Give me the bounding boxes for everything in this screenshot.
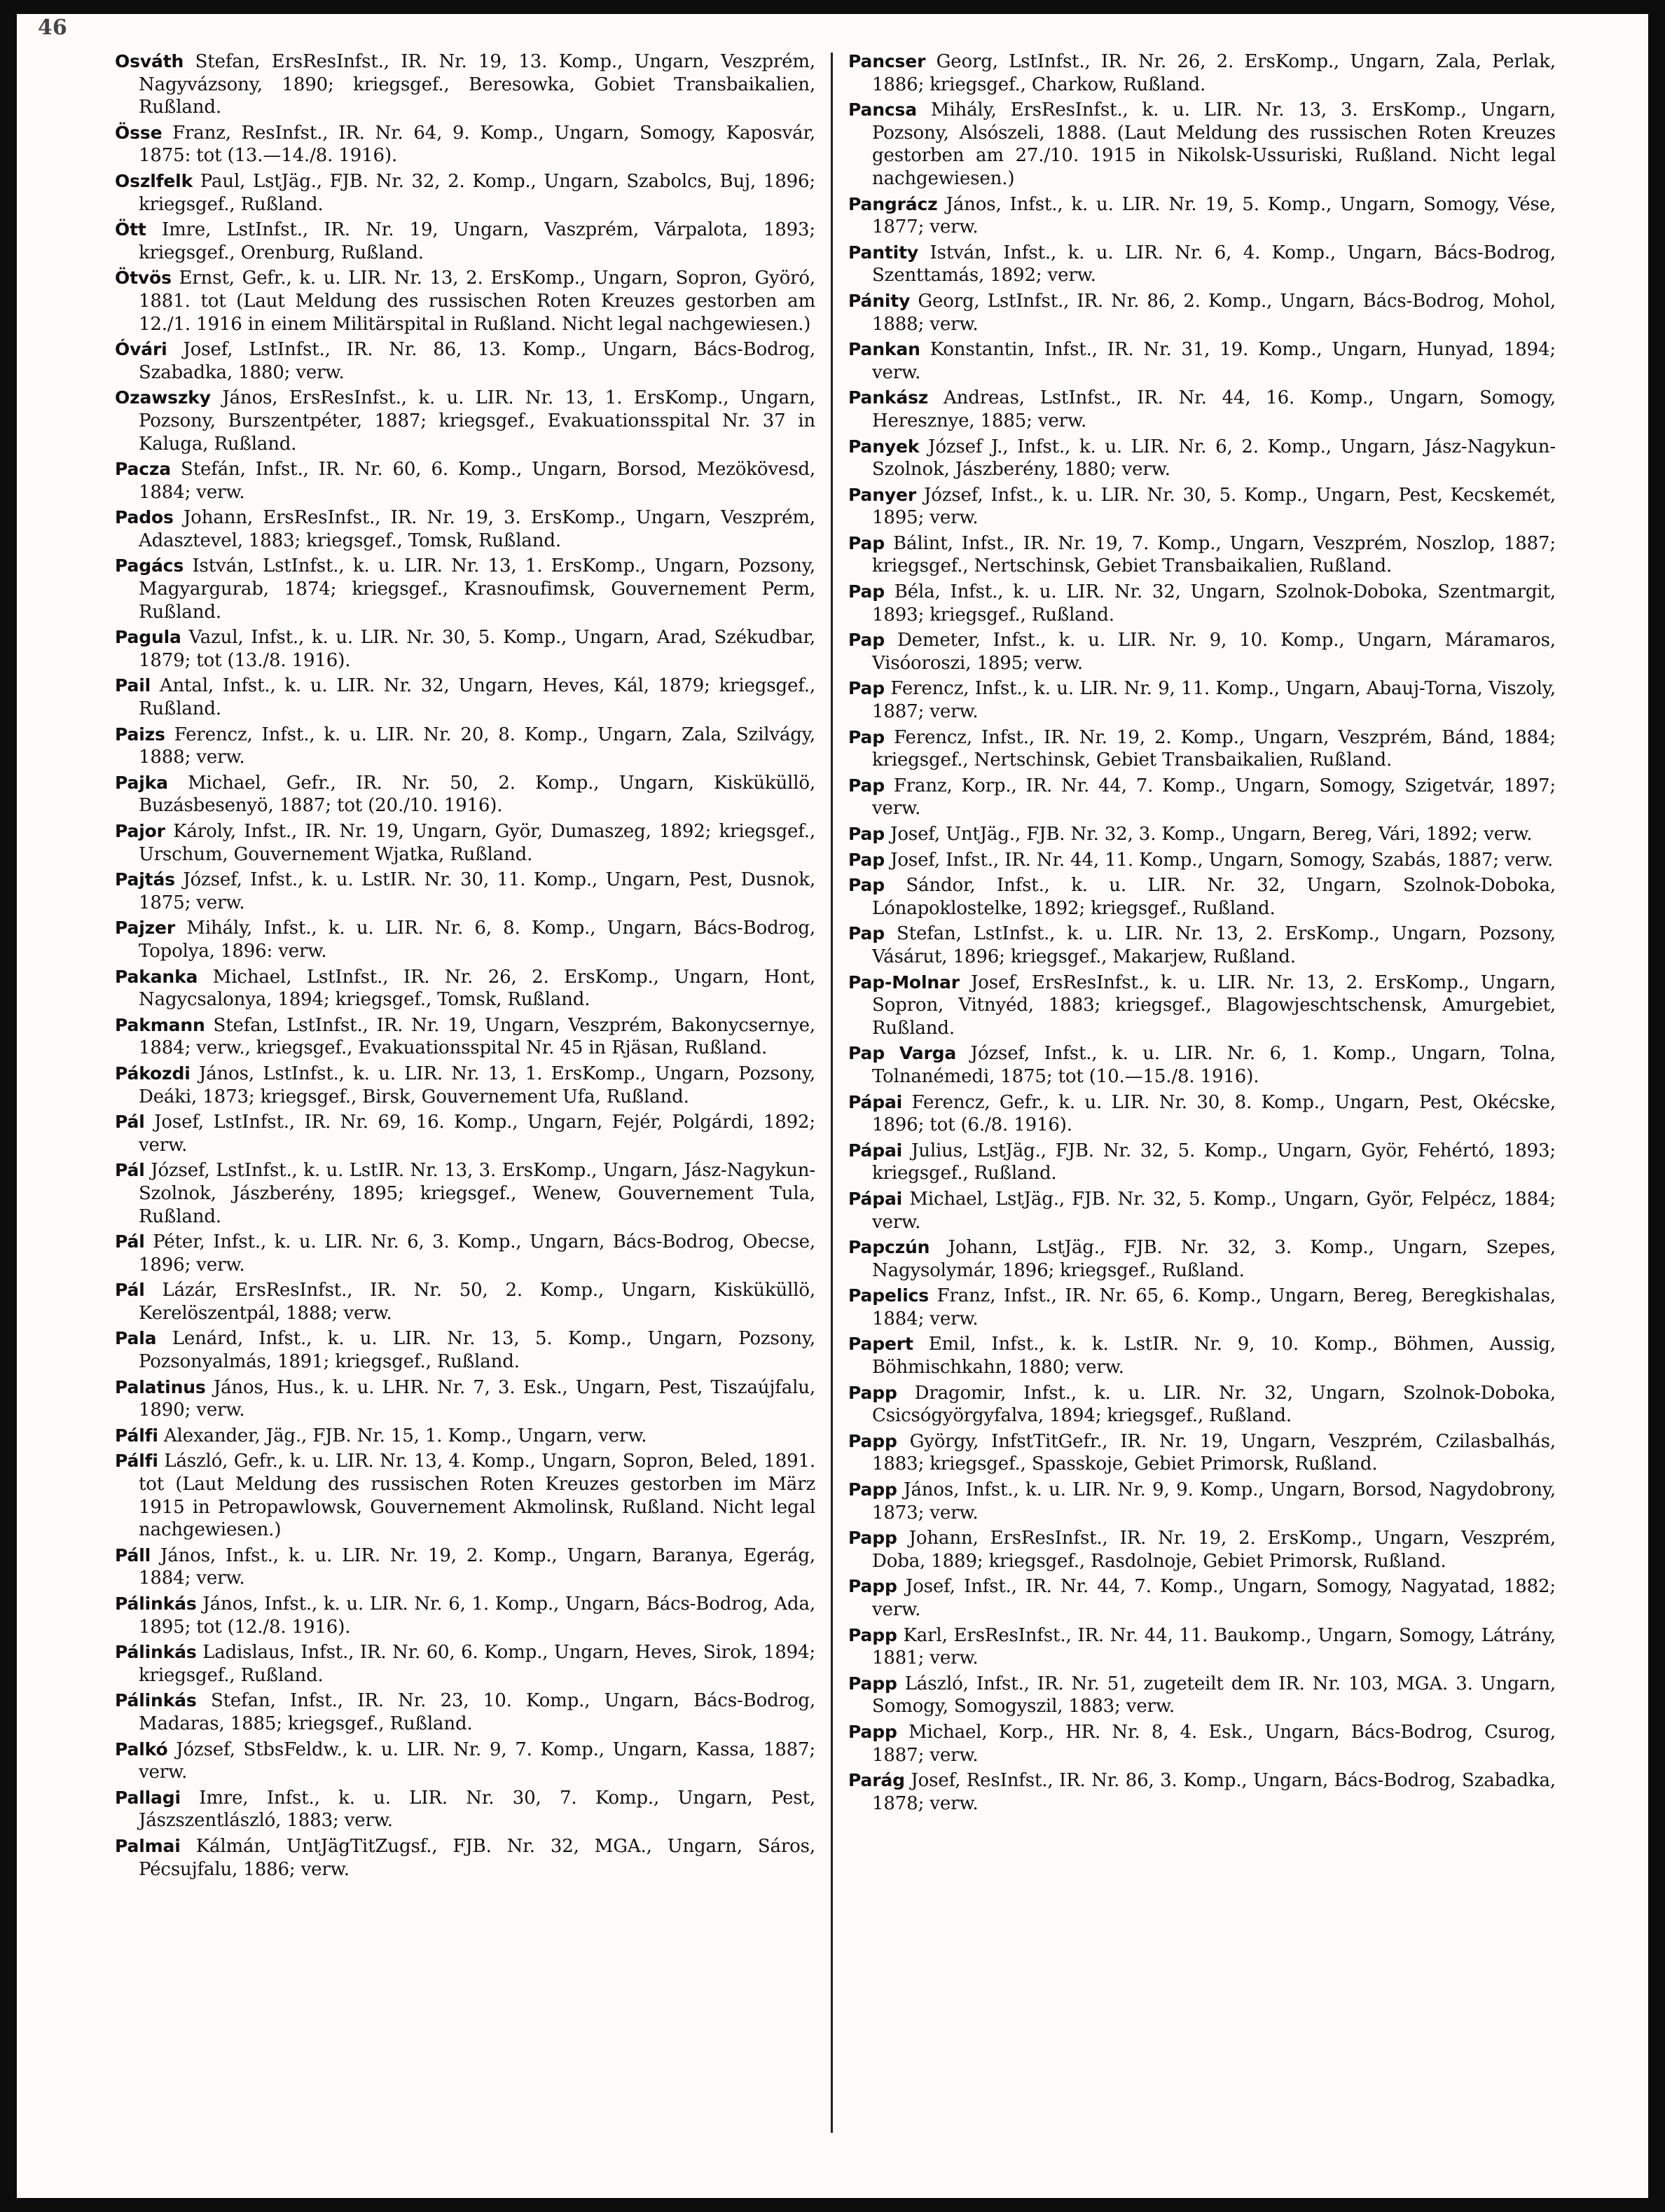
entry-details: Josef, Infst., IR. Nr. 44, 7. Komp., Ungarn, Somogy, Nagyatad, 1882; verw. [872, 1576, 1556, 1620]
entry-surname: Pantity [848, 242, 919, 263]
entry-details: Ferencz, Gefr., k. u. LIR. Nr. 30, 8. Komp., Ungarn, Pest, Okécske, 1896; tot (6./8. 1916). [872, 1091, 1556, 1136]
entry [848, 290, 1556, 336]
entry-surname: Ött [115, 219, 146, 240]
entry-details: János, LstInfst., k. u. LIR. Nr. 13, 1. ErsKomp., Ungarn, Pozsony, Deáki, 1873; kriegsgef., Birsk, Gouvernement Ufa, Rußland. [139, 1063, 815, 1107]
entry-details: Ferencz, Infst., k. u. LIR. Nr. 20, 8. Komp., Ungarn, Zala, Szilvágy, 1888; verw. [139, 724, 815, 768]
entry [115, 1279, 815, 1325]
entry-details: Georg, LstInfst., IR. Nr. 86, 2. Komp., Ungarn, Bács-Bodrog, Mohol, 1888; verw. [872, 290, 1556, 335]
entry-surname: Papp [848, 1673, 897, 1694]
entry [848, 193, 1556, 239]
entry-details: Josef, ErsResInfst., k. u. LIR. Nr. 13, 2. ErsKomp., Ungarn, Sopron, Vitnyéd, 1883; kriegsgef., Blagowjeschtschensk, Amurgebiet, Rußland. [872, 972, 1556, 1039]
entry-details: Michael, Gefr., IR. Nr. 50, 2. Komp., Ungarn, Kisküküllö, Buzásbesenyö, 1887; tot (20./10. 1916). [139, 772, 816, 817]
entry [115, 50, 815, 119]
entry-surname: Pál [115, 1112, 145, 1133]
entry-surname: Pados [115, 507, 174, 528]
entry-surname: Pap Varga [848, 1043, 957, 1064]
entry [848, 50, 1556, 96]
entry-details: István, Infst., k. u. LIR. Nr. 6, 4. Komp., Ungarn, Bács-Bodrog, Szenttamás, 1892; verw. [872, 242, 1556, 286]
entry [848, 775, 1556, 820]
entry [115, 1450, 815, 1541]
entry [848, 1430, 1556, 1476]
entry [848, 922, 1556, 968]
entry [115, 1835, 815, 1881]
entry [115, 1231, 815, 1276]
entry-details: Josef, ResInfst., IR. Nr. 86, 3. Komp., Ungarn, Bács-Bodrog, Szabadka, 1878; verw. [872, 1770, 1556, 1814]
entry-details: Mihály, Infst., k. u. LIR. Nr. 6, 8. Komp., Ungarn, Bács-Bodrog, Topolya, 1896: verw. [139, 918, 815, 962]
entry-details: Franz, Infst., IR. Nr. 65, 6. Komp., Ungarn, Bereg, Beregkishalas, 1884; verw. [872, 1285, 1556, 1329]
entry-surname: Pajzer [115, 918, 176, 939]
entry-surname: Pajtás [115, 869, 175, 890]
entry [115, 338, 815, 384]
entry-surname: Pap [848, 630, 885, 651]
entry [115, 1063, 815, 1108]
entry-details: Demeter, Infst., k. u. LIR. Nr. 9, 10. Komp., Ungarn, Máramaros, Visóoroszi, 1895; verw. [872, 630, 1556, 674]
entry [115, 506, 815, 552]
entry-details: Vazul, Infst., k. u. LIR. Nr. 30, 5. Komp., Ungarn, Arad, Székudbar, 1879; tot (13./8. 1916). [139, 627, 815, 671]
entry-details: József J., Infst., k. u. LIR. Nr. 6, 2. Komp., Ungarn, Jász-Nagykun-Szolnok, Jászberény, 1880; verw. [872, 436, 1556, 481]
entry-details: László, Gefr., k. u. LIR. Nr. 13, 4. Komp., Ungarn, Sopron, Beled, 1891. tot (Laut Meldung des russischen Roten Kreuzes gestorben im März 1915 in Petropawlowsk, Gouvernement Akmolinsk, Rußland. Nicht legal nachgewiesen.) [139, 1451, 815, 1541]
entry-details: Antal, Infst., k. u. LIR. Nr. 32, Ungarn, Heves, Kál, 1879; kriegsgef., Rußland. [139, 675, 815, 720]
entry-details: Johann, ErsResInfst., IR. Nr. 19, 2. ErsKomp., Ungarn, Veszprém, Doba, 1889; kriegsgef., Rasdolnoje, Gebiet Primorsk, Rußland. [872, 1528, 1556, 1572]
entry [848, 436, 1556, 481]
entry-surname: Pancser [848, 51, 926, 71]
entry-details: József, LstInfst., k. u. LstIR. Nr. 13, 3. ErsKomp., Ungarn, Jász-Nagykun-Szolnok, Jászberény, 1895; kriegsgef., Wenew, Gouvernement Tula, Rußland. [139, 1160, 815, 1227]
entry [115, 917, 815, 962]
entry-details: János, Infst., k. u. LIR. Nr. 19, 5. Komp., Ungarn, Somogy, Vése, 1877; verw. [872, 193, 1556, 238]
entry [848, 1333, 1556, 1378]
entry-details: Béla, Infst., k. u. LIR. Nr. 32, Ungarn, Szolnok-Doboka, Szentmargit, 1893; kriegsgef., Rußland. [872, 581, 1556, 625]
entry [848, 1527, 1556, 1572]
entry-details: Ferencz, Infst., IR. Nr. 19, 2. Komp., Ungarn, Veszprém, Bánd, 1884; kriegsgef., Nertschinsk, Gebiet Transbaikalien, Rußland. [872, 726, 1556, 771]
entry-details: Stefan, Infst., IR. Nr. 23, 10. Komp., Ungarn, Bács-Bodrog, Madaras, 1885; kriegsgef., Rußland. [139, 1690, 815, 1734]
entry-surname: Papp [848, 1430, 897, 1451]
entry-details: Ferencz, Infst., k. u. LIR. Nr. 9, 11. Komp., Ungarn, Abauj-Torna, Viszoly, 1887; verw. [872, 678, 1556, 723]
entry-surname: Pánity [848, 290, 911, 311]
entry-surname: Pap [848, 581, 885, 602]
entry-surname: Pap [848, 923, 885, 944]
entry-details: Stefán, Infst., IR. Nr. 60, 6. Komp., Ungarn, Borsod, Mezökövesd, 1884; verw. [139, 459, 815, 503]
entry-surname: Palkó [115, 1739, 168, 1760]
entry-details: Josef, Infst., IR. Nr. 44, 11. Komp., Ungarn, Somogy, Szabás, 1887; verw. [890, 849, 1554, 871]
entry-surname: Pákozdi [115, 1063, 191, 1084]
entry-surname: Papert [848, 1334, 913, 1355]
entry [848, 849, 1556, 872]
entry-surname: Papp [848, 1576, 897, 1597]
entry-details: Ernst, Gefr., k. u. LIR. Nr. 13, 2. ErsKomp., Ungarn, Sopron, Györó, 1881. tot (Laut Meldung des russischen Roten Kreuzes gestorben am 12./1. 1916 in einem Militärspital in Rußland. Nicht legal nachgewiesen.) [139, 268, 815, 335]
page-number: 46 [38, 15, 67, 40]
entry-details: József, Infst., k. u. LIR. Nr. 6, 1. Komp., Ungarn, Tolna, Tolnanémedi, 1875; tot (10.—15./8. 1916). [872, 1043, 1556, 1087]
entry [848, 484, 1556, 530]
entry [848, 1285, 1556, 1330]
entry-surname: Pajka [115, 772, 168, 793]
entry-details: Josef, LstInfst., IR. Nr. 86, 13. Komp., Ungarn, Bács-Bodrog, Szabadka, 1880; verw. [139, 339, 815, 383]
entry-details: Josef, UntJäg., FJB. Nr. 32, 3. Komp., Ungarn, Bereg, Vári, 1892; verw. [890, 824, 1533, 845]
entry [848, 338, 1556, 384]
entry-surname: Óvári [115, 339, 167, 360]
entry [848, 972, 1556, 1040]
entry-details: János, Infst., k. u. LIR. Nr. 6, 1. Komp., Ungarn, Bács-Bodrog, Ada, 1895; tot (12./8. 1916). [139, 1594, 815, 1638]
entry-surname: Pálfi [115, 1425, 158, 1446]
entry-details: Stefan, LstInfst., IR. Nr. 19, Ungarn, Veszprém, Bakonycsernye, 1884; verw., kriegsgef., Evakuationsspital Nr. 45 in Rjäsan, Rußland. [139, 1014, 815, 1059]
entry-details: József, StbsFeldw., k. u. LIR. Nr. 9, 7. Komp., Ungarn, Kassa, 1887; verw. [139, 1739, 815, 1783]
entry-surname: Pagács [115, 555, 184, 576]
entry-details: Dragomir, Infst., k. u. LIR. Nr. 32, Ungarn, Szolnok-Doboka, Csicsógyörgyfalva, 1894; kriegsgef., Rußland. [872, 1382, 1556, 1427]
entry [115, 724, 815, 769]
entry [848, 1479, 1556, 1524]
entry-details: Johann, ErsResInfst., IR. Nr. 19, 3. ErsKomp., Ungarn, Veszprém, Adasztevel, 1883; kriegsgef., Tomsk, Rußland. [139, 507, 815, 551]
entry [115, 1159, 815, 1228]
entry-surname: Papp [848, 1528, 897, 1549]
entry-details: László, Infst., IR. Nr. 51, zugeteilt dem IR. Nr. 103, MGA. 3. Ungarn, Somogy, Somogyszil, 1883; verw. [872, 1673, 1556, 1717]
entry-details: Emil, Infst., k. k. LstIR. Nr. 9, 10. Komp., Böhmen, Aussig, Böhmischkahn, 1880; verw. [872, 1334, 1556, 1378]
entry-details: Michael, Korp., HR. Nr. 8, 4. Esk., Ungarn, Bács-Bodrog, Csurog, 1887; verw. [872, 1721, 1556, 1766]
entry-details: Franz, ResInfst., IR. Nr. 64, 9. Komp., Ungarn, Somogy, Kaposvár, 1875: tot (13.—14./8. 1916). [139, 122, 815, 167]
entry-surname: Pap-Molnar [848, 972, 960, 993]
entry [115, 267, 815, 336]
entry [115, 772, 815, 817]
entry-surname: Pap [848, 726, 885, 747]
entry-details: János, ErsResInfst., k. u. LIR. Nr. 13, 1. ErsKomp., Ungarn, Pozsony, Burszentpéter, 1887; kriegsgef., Evakuationsspital Nr. 37 in Kaluga, Rußland. [139, 387, 815, 455]
document-page [17, 14, 1648, 2198]
entry-surname: Pail [115, 675, 151, 696]
entry [848, 1188, 1556, 1233]
entry-surname: Pangrácz [848, 193, 938, 214]
entry-details: Konstantin, Infst., IR. Nr. 31, 19. Komp., Ungarn, Hunyad, 1894; verw. [872, 339, 1556, 383]
entry-surname: Pál [115, 1160, 145, 1181]
entry [848, 823, 1556, 846]
entry-surname: Pallagi [115, 1787, 181, 1808]
entry-details: János, Infst., k. u. LIR. Nr. 19, 2. Komp., Ungarn, Baranya, Egerág, 1884; verw. [139, 1544, 815, 1589]
entry [115, 1544, 815, 1590]
entry-details: József, Infst., k. u. LstIR. Nr. 30, 11. Komp., Ungarn, Pest, Dusnok, 1875; verw. [139, 869, 815, 913]
entry-surname: Pankász [848, 387, 929, 408]
entry [115, 1787, 815, 1832]
entry [848, 1382, 1556, 1428]
entry-surname: Pakanka [115, 966, 198, 987]
entry-surname: Pál [115, 1280, 145, 1301]
entry [848, 629, 1556, 675]
entry [848, 1042, 1556, 1088]
entry-surname: Pál [115, 1231, 145, 1252]
entry-details: Michael, LstJäg., FJB. Nr. 32, 5. Komp., Ungarn, Györ, Felpécz, 1884; verw. [872, 1188, 1556, 1233]
entry-details: Karl, ErsResInfst., IR. Nr. 44, 11. Baukomp., Ungarn, Somogy, Látrány, 1881; verw. [872, 1624, 1556, 1669]
entry [115, 820, 815, 866]
entry-surname: Pálinkás [115, 1594, 197, 1614]
entry-details: Franz, Korp., IR. Nr. 44, 7. Komp., Ungarn, Somogy, Szigetvár, 1897; verw. [872, 775, 1556, 820]
entry [115, 1641, 815, 1687]
entry-surname: Pap [848, 678, 885, 699]
entry-details: Stefan, ErsResInfst., IR. Nr. 19, 13. Komp., Ungarn, Veszprém, Nagyvázsony, 1890; kriegsgef., Beresowka, Gobiet Transbaikalien, Rußland. [139, 51, 815, 118]
entry-surname: Pancsa [848, 99, 917, 120]
entry-details: Alexander, Jäg., FJB. Nr. 15, 1. Komp., Ungarn, verw. [163, 1425, 647, 1446]
entry-surname: Pankan [848, 339, 920, 360]
entry [115, 1111, 815, 1156]
entry [115, 219, 815, 264]
entry-details: Georg, LstInfst., IR. Nr. 26, 2. ErsKomp., Ungarn, Zala, Perlak, 1886; kriegsgef., Charkow, Rußland. [872, 51, 1556, 95]
entry-surname: Papp [848, 1479, 897, 1500]
entry [848, 99, 1556, 190]
entry [848, 1091, 1556, 1137]
entry-details: Lenárd, Infst., k. u. LIR. Nr. 13, 5. Komp., Ungarn, Pozsony, Pozsonyalmás, 1891; kriegsgef., Rußland. [139, 1328, 815, 1373]
entry-surname: Pápai [848, 1140, 903, 1161]
entry-surname: Pálinkás [115, 1690, 197, 1711]
entry-surname: Panyer [848, 484, 917, 505]
entry [848, 1140, 1556, 1185]
entry-details: Julius, LstJäg., FJB. Nr. 32, 5. Komp., Ungarn, Györ, Fehértó, 1893; kriegsgef., Rußland. [872, 1140, 1556, 1184]
entry-surname: Pálfi [115, 1451, 158, 1472]
entry [115, 966, 815, 1011]
entry-surname: Panyek [848, 436, 920, 457]
entry [848, 242, 1556, 287]
entry-surname: Pakmann [115, 1014, 205, 1035]
entry-details: Ladislaus, Infst., IR. Nr. 60, 6. Komp., Ungarn, Heves, Sirok, 1894; kriegsgef., Rußland. [139, 1642, 815, 1686]
entry [115, 458, 815, 504]
entry-details: György, InfstTitGefr., IR. Nr. 19, Ungarn, Veszprém, Czilasbalhás, 1883; kriegsgef., Spasskoje, Gebiet Primorsk, Rußland. [872, 1430, 1556, 1475]
entry [848, 874, 1556, 920]
entry [848, 1673, 1556, 1718]
entry-surname: Palatinus [115, 1376, 206, 1397]
entry-surname: Pap [848, 849, 885, 870]
entry-surname: Papp [848, 1624, 897, 1645]
left-column [115, 50, 815, 1883]
entry [848, 387, 1556, 432]
entry-details: Lázár, ErsResInfst., IR. Nr. 50, 2. Komp., Ungarn, Kisküküllö, Kerelöszentpál, 1888; verw. [139, 1280, 815, 1324]
entry-surname: Ötvös [115, 268, 172, 289]
entry [848, 1575, 1556, 1621]
entry [848, 677, 1556, 723]
entry-surname: Pálinkás [115, 1642, 197, 1663]
entry [848, 532, 1556, 578]
entry [115, 626, 815, 672]
entry-details: Imre, LstInfst., IR. Nr. 19, Ungarn, Vaszprém, Várpalota, 1893; kriegsgef., Orenburg, Rußland. [139, 219, 815, 263]
entry [115, 122, 815, 167]
entry-details: Károly, Infst., IR. Nr. 19, Ungarn, Györ, Dumaszeg, 1892; kriegsgef., Urschum, Gouvernement Wjatka, Rußland. [139, 821, 816, 865]
entry-details: Paul, LstJäg., FJB. Nr. 32, 2. Komp., Ungarn, Szabolcs, Buj, 1896; kriegsgef., Rußland. [139, 170, 815, 215]
entry-details: Michael, LstInfst., IR. Nr. 26, 2. ErsKomp., Ungarn, Hont, Nagycsalonya, 1894; kriegsgef., Tomsk, Rußland. [139, 966, 816, 1011]
entry [115, 1593, 815, 1638]
entry-surname: Pap [848, 775, 885, 796]
entry [115, 1376, 815, 1422]
entry-details: Stefan, LstInfst., k. u. LIR. Nr. 13, 2. ErsKomp., Ungarn, Pozsony, Vásárut, 1896; kriegsgef., Makarjew, Rußland. [872, 923, 1556, 967]
entry [115, 1327, 815, 1373]
entry-details: Josef, LstInfst., IR. Nr. 69, 16. Komp., Ungarn, Fejér, Polgárdi, 1892; verw. [139, 1112, 815, 1156]
entry-details: Bálint, Infst., IR. Nr. 19, 7. Komp., Ungarn, Veszprém, Noszlop, 1887; kriegsgef., Nertschinsk, Gebiet Transbaikalien, Rußland. [872, 532, 1556, 577]
entry-details: Andreas, LstInfst., IR. Nr. 44, 16. Komp., Ungarn, Somogy, Heresznye, 1885; verw. [872, 387, 1556, 431]
entry [848, 726, 1556, 772]
entry-surname: Ozawszky [115, 387, 211, 408]
entry [115, 1739, 815, 1784]
entry-details: Péter, Infst., k. u. LIR. Nr. 6, 3. Komp., Ungarn, Bács-Bodrog, Obecse, 1896; verw. [139, 1231, 815, 1276]
entry-surname: Pap [848, 875, 885, 896]
entry-surname: Pajor [115, 821, 165, 841]
entry-surname: Paizs [115, 724, 165, 745]
entry-surname: Papczún [848, 1237, 930, 1258]
entry-details: Imre, Infst., k. u. LIR. Nr. 30, 7. Komp., Ungarn, Pest, Jászszentlászló, 1883; verw. [139, 1787, 815, 1832]
entry-surname: Palmai [115, 1835, 181, 1856]
entry [848, 1236, 1556, 1282]
entry [848, 581, 1556, 626]
entry-surname: Osváth [115, 51, 184, 71]
entry [848, 1769, 1556, 1815]
entry-surname: Pagula [115, 627, 181, 648]
entry-details: János, Infst., k. u. LIR. Nr. 9, 9. Komp., Ungarn, Borsod, Nagydobrony, 1873; verw. [872, 1479, 1556, 1523]
entry-details: József, Infst., k. u. LIR. Nr. 30, 5. Komp., Ungarn, Pest, Kecskemét, 1895; verw. [872, 484, 1556, 529]
entry-surname: Pap [848, 532, 885, 553]
entry [115, 387, 815, 455]
column-divider [831, 53, 833, 2133]
entry [115, 1425, 815, 1448]
entry [848, 1721, 1556, 1767]
entry-details: János, Hus., k. u. LHR. Nr. 7, 3. Esk., Ungarn, Pest, Tiszaújfalu, 1890; verw. [139, 1376, 815, 1421]
entry-surname: Össe [115, 122, 163, 143]
entry-surname: Pápai [848, 1188, 903, 1209]
entry-details: Johann, LstJäg., FJB. Nr. 32, 3. Komp., Ungarn, Szepes, Nagysolymár, 1896; kriegsgef., Rußland. [872, 1237, 1556, 1281]
entry-surname: Pap [848, 824, 885, 844]
entry-surname: Pápai [848, 1091, 903, 1112]
entry-surname: Papelics [848, 1285, 930, 1306]
entry-details: Mihály, ErsResInfst., k. u. LIR. Nr. 13, 3. ErsKomp., Ungarn, Pozsony, Alsószeli, 1888. (Laut Meldung des russischen Roten Kreuzes gestorben am 27./10. 1915 in Nikolsk-Ussuriski, Rußland. Nicht legal nachgewiesen.) [872, 99, 1556, 189]
entry-surname: Pacza [115, 459, 172, 480]
entry [115, 170, 815, 216]
entry [115, 1014, 815, 1060]
entry-surname: Parág [848, 1770, 905, 1791]
entry-surname: Páll [115, 1544, 151, 1565]
right-column [848, 50, 1556, 1818]
entry-surname: Oszlfelk [115, 170, 193, 191]
entry [848, 1624, 1556, 1670]
entry [115, 869, 815, 914]
entry [115, 555, 815, 623]
entry-details: Kálmán, UntJägTitZugsf., FJB. Nr. 32, MGA., Ungarn, Sáros, Pécsujfalu, 1886; verw. [139, 1835, 815, 1880]
entry-details: Sándor, Infst., k. u. LIR. Nr. 32, Ungarn, Szolnok-Doboka, Lónapoklostelke, 1892; kriegsgef., Rußland. [872, 875, 1556, 919]
entry-surname: Papp [848, 1382, 897, 1403]
entry-details: István, LstInfst., k. u. LIR. Nr. 13, 1. ErsKomp., Ungarn, Pozsony, Magyargurab, 1874; kriegsgef., Krasnoufimsk, Gouvernement Perm, Rußland. [139, 555, 815, 623]
entry-surname: Papp [848, 1721, 897, 1742]
entry-surname: Pala [115, 1328, 157, 1349]
entry [115, 1689, 815, 1735]
entry [115, 675, 815, 720]
